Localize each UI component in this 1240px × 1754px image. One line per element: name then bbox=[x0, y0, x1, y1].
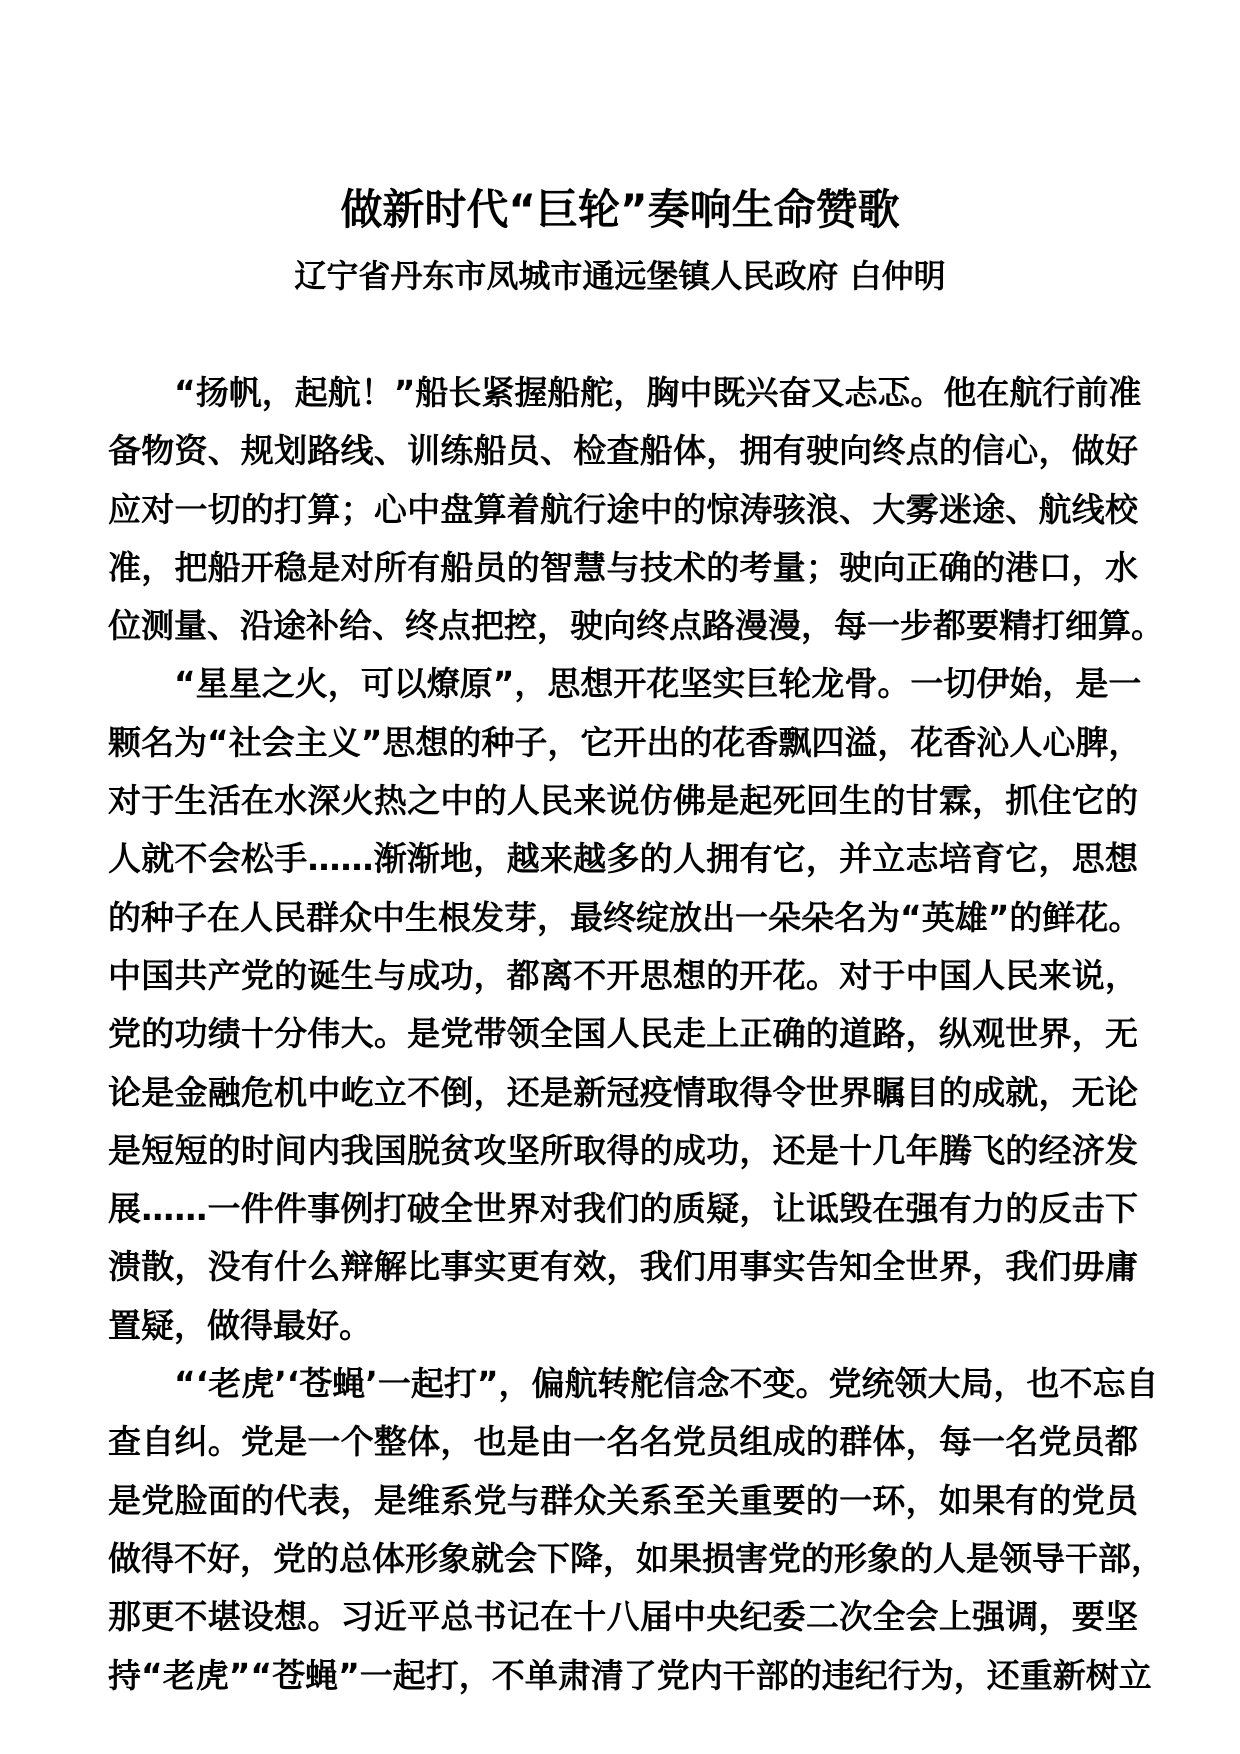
text-line: “‘老虎’‘苍蝇’一起打”，偏航转舵信念不变。党统领大局，也不忘自 bbox=[174, 1364, 1159, 1404]
text-line: 位测量、沿途补给、终点把控，驶向终点路漫漫，每一步都要精打细算。 bbox=[108, 606, 1164, 646]
paragraph-2 bbox=[108, 655, 1142, 1355]
document-body bbox=[108, 364, 1164, 1705]
text-line: 置疑，做得最好。 bbox=[108, 1305, 372, 1345]
text-line: “星星之火，可以燎原”，思想开花坚实巨轮龙骨。一切伊始，是一 bbox=[174, 664, 1142, 704]
text-line: 是短短的时间内我国脱贫攻坚所取得的成功，还是十几年腾飞的经济发 bbox=[108, 1130, 1138, 1170]
text-line: 颗名为“社会主义”思想的种子，它开出的花香飘四溢，花香沁人心脾， bbox=[108, 722, 1142, 762]
text-line: 中国共产党的诞生与成功，都离不开思想的开花。对于中国人民来说， bbox=[108, 955, 1138, 995]
text-line: 溃散，没有什么辩解比事实更有效，我们用事实告知全世界，我们毋庸 bbox=[108, 1247, 1138, 1287]
text-line: 人就不会松手……渐渐地，越来越多的人拥有它，并立志培育它，思想 bbox=[108, 839, 1138, 879]
text-line: 展……一件件事例打破全世界对我们的质疑，让诋毁在强有力的反击下 bbox=[108, 1189, 1138, 1229]
text-line: “扬帆，起航！”船长紧握船舵，胸中既兴奋又忐忑。他在航行前准 bbox=[174, 373, 1142, 412]
text-line: 持“老虎”“苍蝇”一起打，不单肃清了党内干部的违纪行为，还重新树立 bbox=[108, 1655, 1152, 1695]
text-line: 做得不好，党的总体形象就会下降，如果损害党的形象的人是领导干部， bbox=[108, 1538, 1164, 1578]
text-line: 的种子在人民群众中生根发芽，最终绽放出一朵朵名为“英雄”的鲜花。 bbox=[108, 897, 1142, 937]
text-line: 党的功绩十分伟大。是党带领全国人民走上正确的道路，纵观世界，无 bbox=[108, 1014, 1138, 1054]
text-line: 准，把船开稳是对所有船员的智慧与技术的考量；驶向正确的港口，水 bbox=[108, 547, 1138, 587]
text-line: 查自纠。党是一个整体，也是由一名名党员组成的群体，每一名党员都 bbox=[108, 1422, 1138, 1462]
author-byline: 辽宁省丹东市凤城市通远堡镇人民政府 白仲明 bbox=[294, 257, 946, 295]
text-line: 论是金融危机中屹立不倒，还是新冠疫情取得令世界瞩目的成就，无论 bbox=[108, 1072, 1138, 1112]
text-line: 是党脸面的代表，是维系党与群众关系至关重要的一环，如果有的党员 bbox=[108, 1480, 1138, 1520]
text-line: 对于生活在水深火热之中的人民来说仿佛是起死回生的甘霖，抓住它的 bbox=[108, 781, 1138, 821]
paragraph-3 bbox=[108, 1355, 1164, 1705]
paragraph-1 bbox=[108, 364, 1164, 655]
document-title: 做新时代“巨轮”奏响生命赞歌 bbox=[340, 185, 900, 234]
text-line: 那更不堪设想。习近平总书记在十八届中央纪委二次全会上强调，要坚 bbox=[108, 1597, 1138, 1637]
text-line: 备物资、规划路线、训练船员、检查船体，拥有驶向终点的信心，做好 bbox=[108, 431, 1138, 471]
text-line: 应对一切的打算；心中盘算着航行途中的惊涛骇浪、大雾迷途、航线校 bbox=[108, 489, 1138, 529]
